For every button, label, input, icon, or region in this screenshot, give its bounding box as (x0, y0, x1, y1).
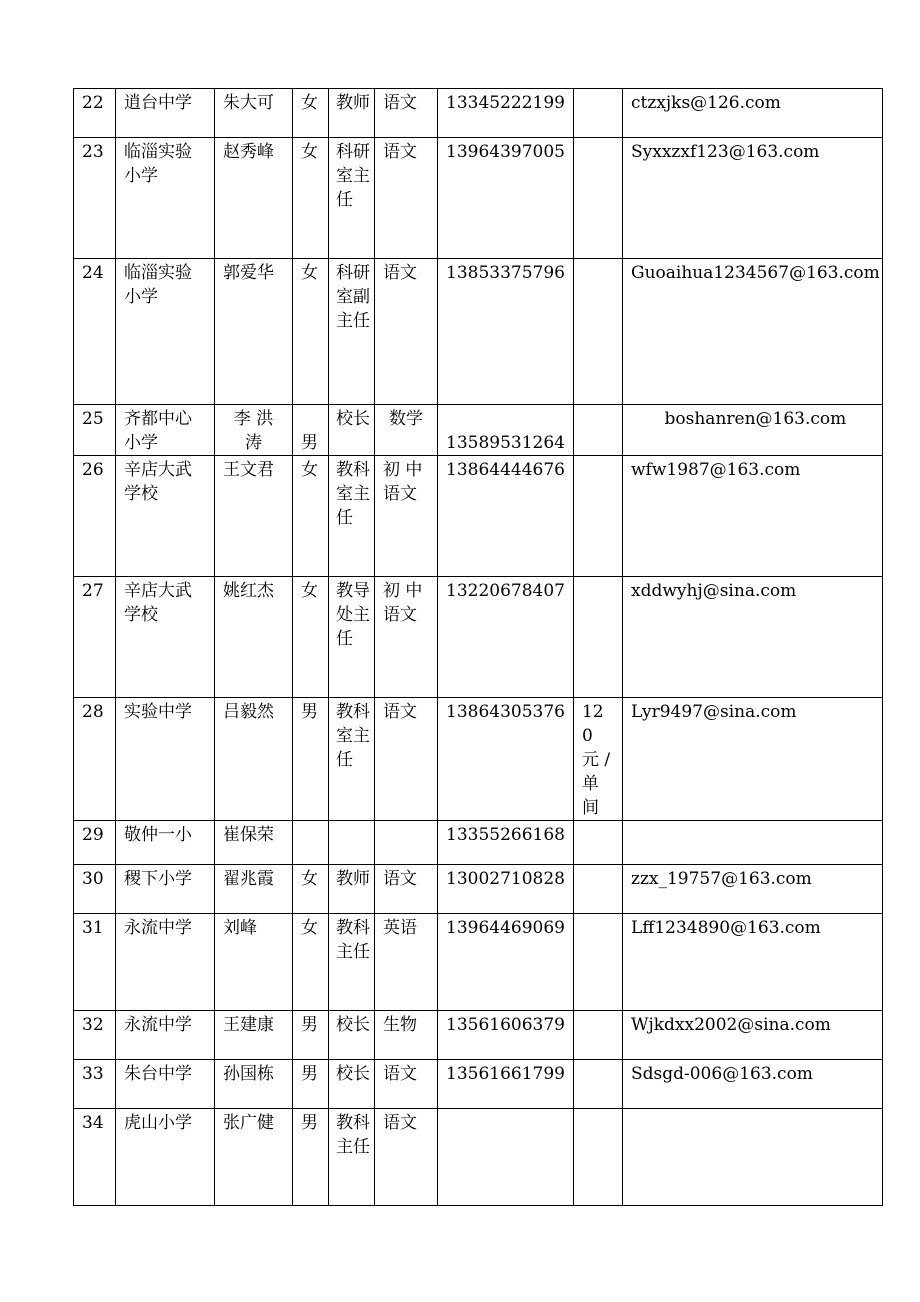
subject-cell: 初 中 语文 (375, 577, 438, 698)
fee-cell (573, 89, 622, 138)
subject-cell: 语文 (375, 698, 438, 821)
fee-cell (573, 1060, 622, 1109)
phone-cell (438, 405, 574, 456)
table-row (74, 456, 883, 577)
title-cell: 教导处主任 (329, 577, 375, 698)
email-cell (622, 1109, 882, 1206)
school-cell: 逍台中学 (116, 89, 215, 138)
school-cell: 朱台中学 (116, 1060, 215, 1109)
gender-cell: 女 (293, 89, 329, 138)
phone-cell: 13561606379 (438, 1011, 574, 1060)
name-cell: 孙国栋 (215, 1060, 293, 1109)
row-number: 30 (74, 865, 116, 914)
phone-cell: 13345222199 (438, 89, 574, 138)
gender-cell: 女 (293, 456, 329, 577)
blank-line (301, 407, 326, 431)
table-row (74, 1109, 883, 1206)
phone-cell: 13864305376 (438, 698, 574, 821)
school-cell: 临淄实验小学 (116, 138, 215, 259)
gender-cell (293, 821, 329, 865)
gender-cell: 女 (293, 577, 329, 698)
subject-cell (375, 405, 438, 456)
fee-cell (573, 138, 622, 259)
fee-cell (573, 577, 622, 698)
fee-cell (573, 259, 622, 405)
school-cell: 永流中学 (116, 1011, 215, 1060)
gender-cell: 男 (293, 698, 329, 821)
phone-cell: 13853375796 (438, 259, 574, 405)
table-row (74, 577, 883, 698)
phone-cell: 13964397005 (438, 138, 574, 259)
subject-cell: 语文 (375, 259, 438, 405)
name-cell: 姚红杰 (215, 577, 293, 698)
fee-cell (573, 456, 622, 577)
title-cell: 教科主任 (329, 1109, 375, 1206)
title-cell: 科研室副主任 (329, 259, 375, 405)
row-number: 28 (74, 698, 116, 821)
name-cell: 郭爱华 (215, 259, 293, 405)
table-row (74, 914, 883, 1011)
title-cell: 教科主任 (329, 914, 375, 1011)
school-cell: 稷下小学 (116, 865, 215, 914)
name-cell: 张广健 (215, 1109, 293, 1206)
subject-cell: 语文 (375, 1060, 438, 1109)
subject-text: 数学 (389, 409, 423, 429)
name-cell: 王文君 (215, 456, 293, 577)
fee-cell (573, 821, 622, 865)
table-row (74, 865, 883, 914)
email-cell: ctzxjks@126.com (622, 89, 882, 138)
name-cell: 吕毅然 (215, 698, 293, 821)
table-row (74, 138, 883, 259)
email-cell: Guoaihua1234567@163.com (622, 259, 882, 405)
email-cell: Sdsgd-006@163.com (622, 1060, 882, 1109)
fee-cell (573, 914, 622, 1011)
blank-line (446, 407, 565, 431)
title-cell (329, 405, 375, 456)
school-cell: 临淄实验小学 (116, 259, 215, 405)
school-cell: 实验中学 (116, 698, 215, 821)
gender-cell: 女 (293, 865, 329, 914)
school-cell: 虎山小学 (116, 1109, 215, 1206)
gender-text: 男 (301, 433, 318, 453)
row-number: 24 (74, 259, 116, 405)
school-cell: 敬仲一小 (116, 821, 215, 865)
school-cell: 永流中学 (116, 914, 215, 1011)
title-cell (329, 821, 375, 865)
phone-cell: 13864444676 (438, 456, 574, 577)
title-cell: 校长 (329, 1011, 375, 1060)
title-cell: 教科室主任 (329, 456, 375, 577)
name-cell: 崔保荣 (215, 821, 293, 865)
row-number: 31 (74, 914, 116, 1011)
email-text: boshanren@163.com (664, 409, 847, 429)
gender-cell: 男 (293, 1060, 329, 1109)
title-cell: 科研室主任 (329, 138, 375, 259)
fee-cell (573, 1109, 622, 1206)
table-row (74, 1011, 883, 1060)
school-cell: 辛店大武学校 (116, 577, 215, 698)
gender-cell: 男 (293, 1109, 329, 1206)
title-cell: 教师 (329, 865, 375, 914)
table-row (74, 259, 883, 405)
title-cell: 教科室主任 (329, 698, 375, 821)
school-cell: 辛店大武学校 (116, 456, 215, 577)
row-number: 34 (74, 1109, 116, 1206)
email-cell: zzx_19757@163.com (622, 865, 882, 914)
name-cell: 翟兆霞 (215, 865, 293, 914)
row-number: 32 (74, 1011, 116, 1060)
gender-cell (293, 405, 329, 456)
school-cell: 齐都中心小学 (116, 405, 215, 456)
row-number: 27 (74, 577, 116, 698)
row-number: 26 (74, 456, 116, 577)
phone-cell: 13002710828 (438, 865, 574, 914)
gender-cell: 男 (293, 1011, 329, 1060)
subject-cell: 语文 (375, 89, 438, 138)
subject-cell: 生物 (375, 1011, 438, 1060)
title-text: 校长 (336, 409, 370, 429)
fee-cell (573, 405, 622, 456)
name-cell: 赵秀峰 (215, 138, 293, 259)
row-number: 22 (74, 89, 116, 138)
gender-cell: 女 (293, 138, 329, 259)
row-number: 23 (74, 138, 116, 259)
gender-cell: 女 (293, 914, 329, 1011)
name-text: 李 洪 涛 (233, 409, 274, 453)
fee-cell (573, 1011, 622, 1060)
row-number: 29 (74, 821, 116, 865)
row-number: 25 (74, 405, 116, 456)
table-row (74, 405, 883, 456)
subject-cell (375, 821, 438, 865)
subject-cell: 初 中 语文 (375, 456, 438, 577)
table-row (74, 89, 883, 138)
row-number: 33 (74, 1060, 116, 1109)
table-row (74, 1060, 883, 1109)
email-cell: Syxxzxf123@163.com (622, 138, 882, 259)
name-cell (215, 405, 293, 456)
gender-cell: 女 (293, 259, 329, 405)
participant-roster-table (73, 88, 883, 1206)
name-cell: 朱大可 (215, 89, 293, 138)
table-row (74, 698, 883, 821)
email-cell: xddwyhj@sina.com (622, 577, 882, 698)
table-row (74, 821, 883, 865)
email-cell: wfw1987@163.com (622, 456, 882, 577)
email-cell: Wjkdxx2002@sina.com (622, 1011, 882, 1060)
name-cell: 王建康 (215, 1011, 293, 1060)
title-cell: 校长 (329, 1060, 375, 1109)
phone-cell (438, 1109, 574, 1206)
email-cell: Lff1234890@163.com (622, 914, 882, 1011)
title-cell: 教师 (329, 89, 375, 138)
phone-cell: 13964469069 (438, 914, 574, 1011)
email-cell (622, 405, 882, 456)
subject-cell: 语文 (375, 1109, 438, 1206)
subject-cell: 英语 (375, 914, 438, 1011)
phone-cell: 13355266168 (438, 821, 574, 865)
phone-cell: 13561661799 (438, 1060, 574, 1109)
fee-cell: 120 元 / 单间 (573, 698, 622, 821)
subject-cell: 语文 (375, 865, 438, 914)
email-cell: Lyr9497@sina.com (622, 698, 882, 821)
phone-cell: 13220678407 (438, 577, 574, 698)
email-cell (622, 821, 882, 865)
fee-cell (573, 865, 622, 914)
subject-cell: 语文 (375, 138, 438, 259)
name-cell: 刘峰 (215, 914, 293, 1011)
phone-text: 13589531264 (446, 433, 565, 453)
